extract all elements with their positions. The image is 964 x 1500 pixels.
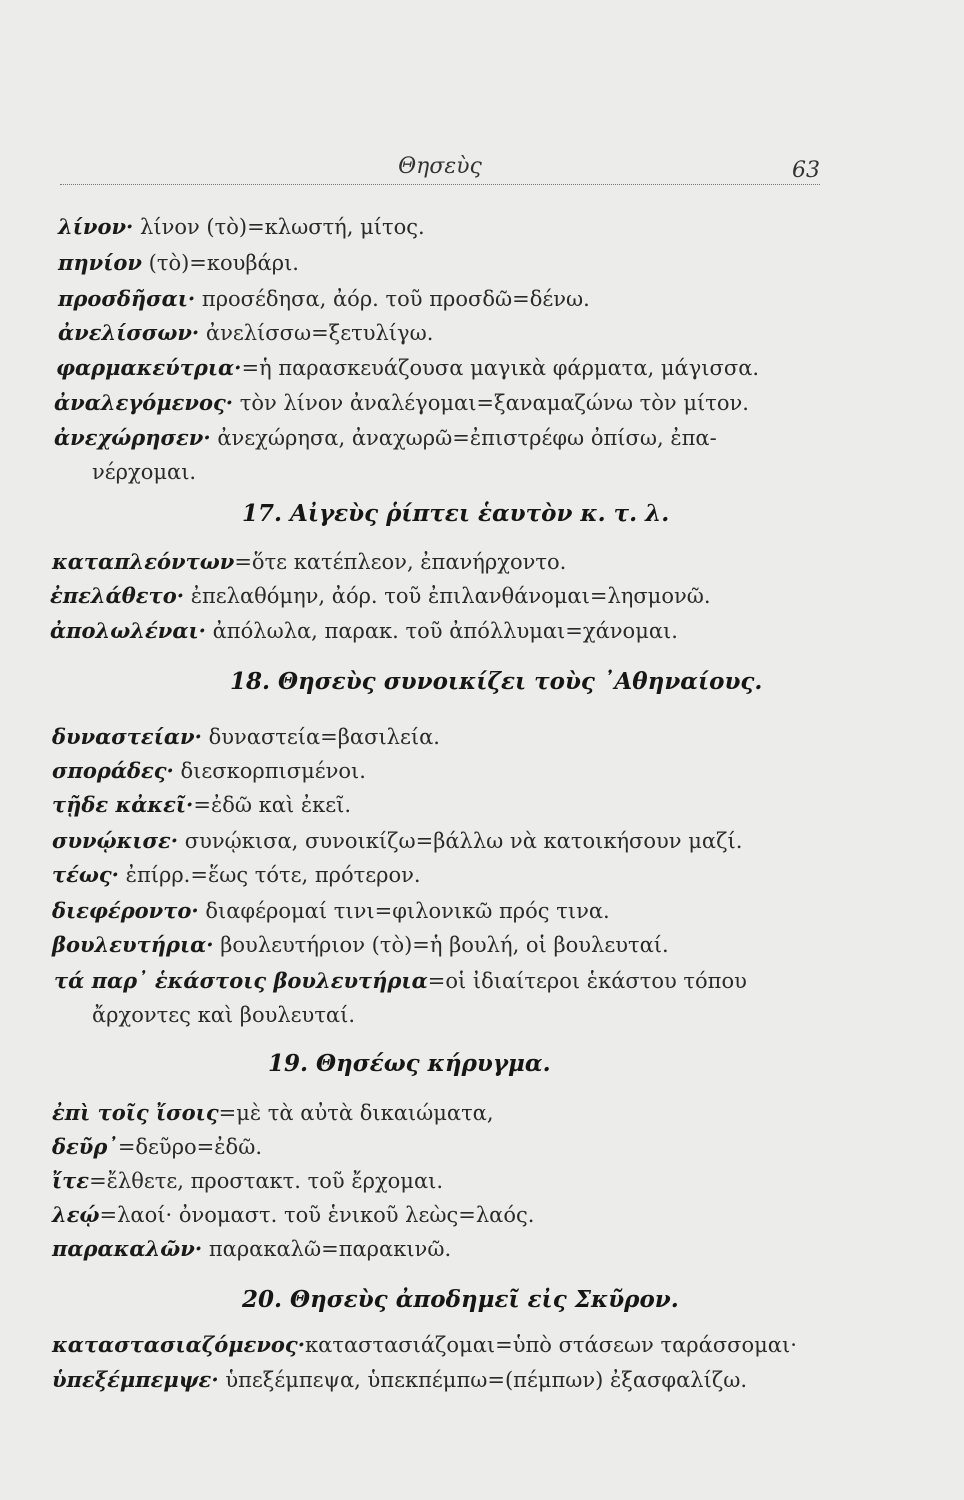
gloss-line: βουλευτήρια· βουλευτήριον (τὸ)=ἡ βουλή, οἱ βουλευταί. bbox=[52, 932, 669, 957]
gloss-line: ἀπολωλέναι· ἀπόλωλα, παρακ. τοῦ ἀπόλλυμαι=χάνομαι. bbox=[50, 618, 678, 643]
section-heading-17: 17. Αἰγεὺς ῥίπτει ἑαυτὸν κ. τ. λ. bbox=[242, 500, 670, 527]
page-number: 63 bbox=[792, 158, 820, 183]
gloss-line: διεφέροντο· διαφέρομαί τινι=φιλονικῶ πρός τινα. bbox=[52, 898, 610, 923]
gloss-line: δεῦρ᾽=δεῦρο=ἐδῶ. bbox=[52, 1134, 262, 1159]
gloss-line: ἀνελίσσων· ἀνελίσσω=ξετυλίγω. bbox=[58, 320, 434, 345]
section-heading-20: 20. Θησεὺς ἀποδημεῖ εἰς Σκῦρον. bbox=[242, 1286, 679, 1313]
gloss-line: παρακαλῶν· παρακαλῶ=παρακινῶ. bbox=[52, 1236, 452, 1261]
gloss-line-continuation: ἄρχοντες καὶ βουλευταί. bbox=[92, 1003, 356, 1027]
gloss-line: τά παρ᾽ ἑκάστοις βουλευτήρια=οἱ ἰδιαίτεροι ἑκάστου τόπου bbox=[54, 968, 747, 993]
gloss-line: καταπλεόντων=ὅτε κατέπλεον, ἐπανήρχοντο. bbox=[52, 549, 567, 574]
gloss-line: ἴτε=ἔλθετε, προστακτ. τοῦ ἔρχομαι. bbox=[52, 1168, 444, 1193]
gloss-line: προσδῆσαι· προσέδησα, ἀόρ. τοῦ προσδῶ=δένω. bbox=[58, 286, 590, 311]
gloss-line: σποράδες· διεσκορπισμένοι. bbox=[52, 758, 366, 783]
gloss-line: λίνον· λίνον (τὸ)=κλωστή, μίτος. bbox=[58, 214, 425, 239]
gloss-line: ἀνεχώρησεν· ἀνεχώρησα, ἀναχωρῶ=ἐπιστρέφω ὀπίσω, ἐπα- bbox=[54, 425, 717, 450]
gloss-line: δυναστείαν· δυναστεία=βασιλεία. bbox=[52, 724, 440, 749]
running-head-title: Θησεὺς bbox=[398, 154, 482, 179]
gloss-line: τῇδε κἀκεῖ·=ἐδῶ καὶ ἐκεῖ. bbox=[52, 792, 352, 817]
gloss-line: ἐπὶ τοῖς ἴσοις=μὲ τὰ αὐτὰ δικαιώματα, bbox=[52, 1100, 494, 1125]
gloss-line: φαρμακεύτρια·=ἡ παρασκευάζουσα μαγικὰ φάρματα, μάγισσα. bbox=[56, 355, 760, 380]
gloss-line: ὑπεξέμπεμψε· ὑπεξέμπεψα, ὑπεκπέμπω=(πέμπων) ἐξασφαλίζω. bbox=[52, 1367, 748, 1392]
gloss-line: ἐπελάθετο· ἐπελαθόμην, ἀόρ. τοῦ ἐπιλανθάνομαι=λησμονῶ. bbox=[50, 583, 711, 608]
gloss-line: λεῴ=λαοί· ὀνομαστ. τοῦ ἑνικοῦ λεὼς=λαός. bbox=[52, 1202, 535, 1227]
section-heading-18: 18. Θησεὺς συνοικίζει τοὺς ᾽Αθηναίους. bbox=[230, 668, 763, 695]
gloss-line: πηνίον (τὸ)=κουβάρι. bbox=[58, 250, 299, 275]
running-head bbox=[60, 150, 820, 185]
gloss-line: ἀναλεγόμενος· τὸν λίνον ἀναλέγομαι=ξαναμαζώνω τὸν μίτον. bbox=[54, 390, 749, 415]
gloss-line-continuation: νέρχομαι. bbox=[92, 460, 197, 484]
section-heading-19: 19. Θησέως κήρυγμα. bbox=[268, 1050, 551, 1077]
gloss-line: τέως· ἐπίρρ.=ἕως τότε, πρότερον. bbox=[52, 862, 421, 887]
gloss-line: καταστασιαζόμενος·καταστασιάζομαι=ὑπὸ στάσεων ταράσσομαι· bbox=[52, 1332, 797, 1357]
gloss-line: συνῴκισε· συνῴκισα, συνοικίζω=βάλλω νὰ κατοικήσουν μαζί. bbox=[52, 828, 743, 853]
